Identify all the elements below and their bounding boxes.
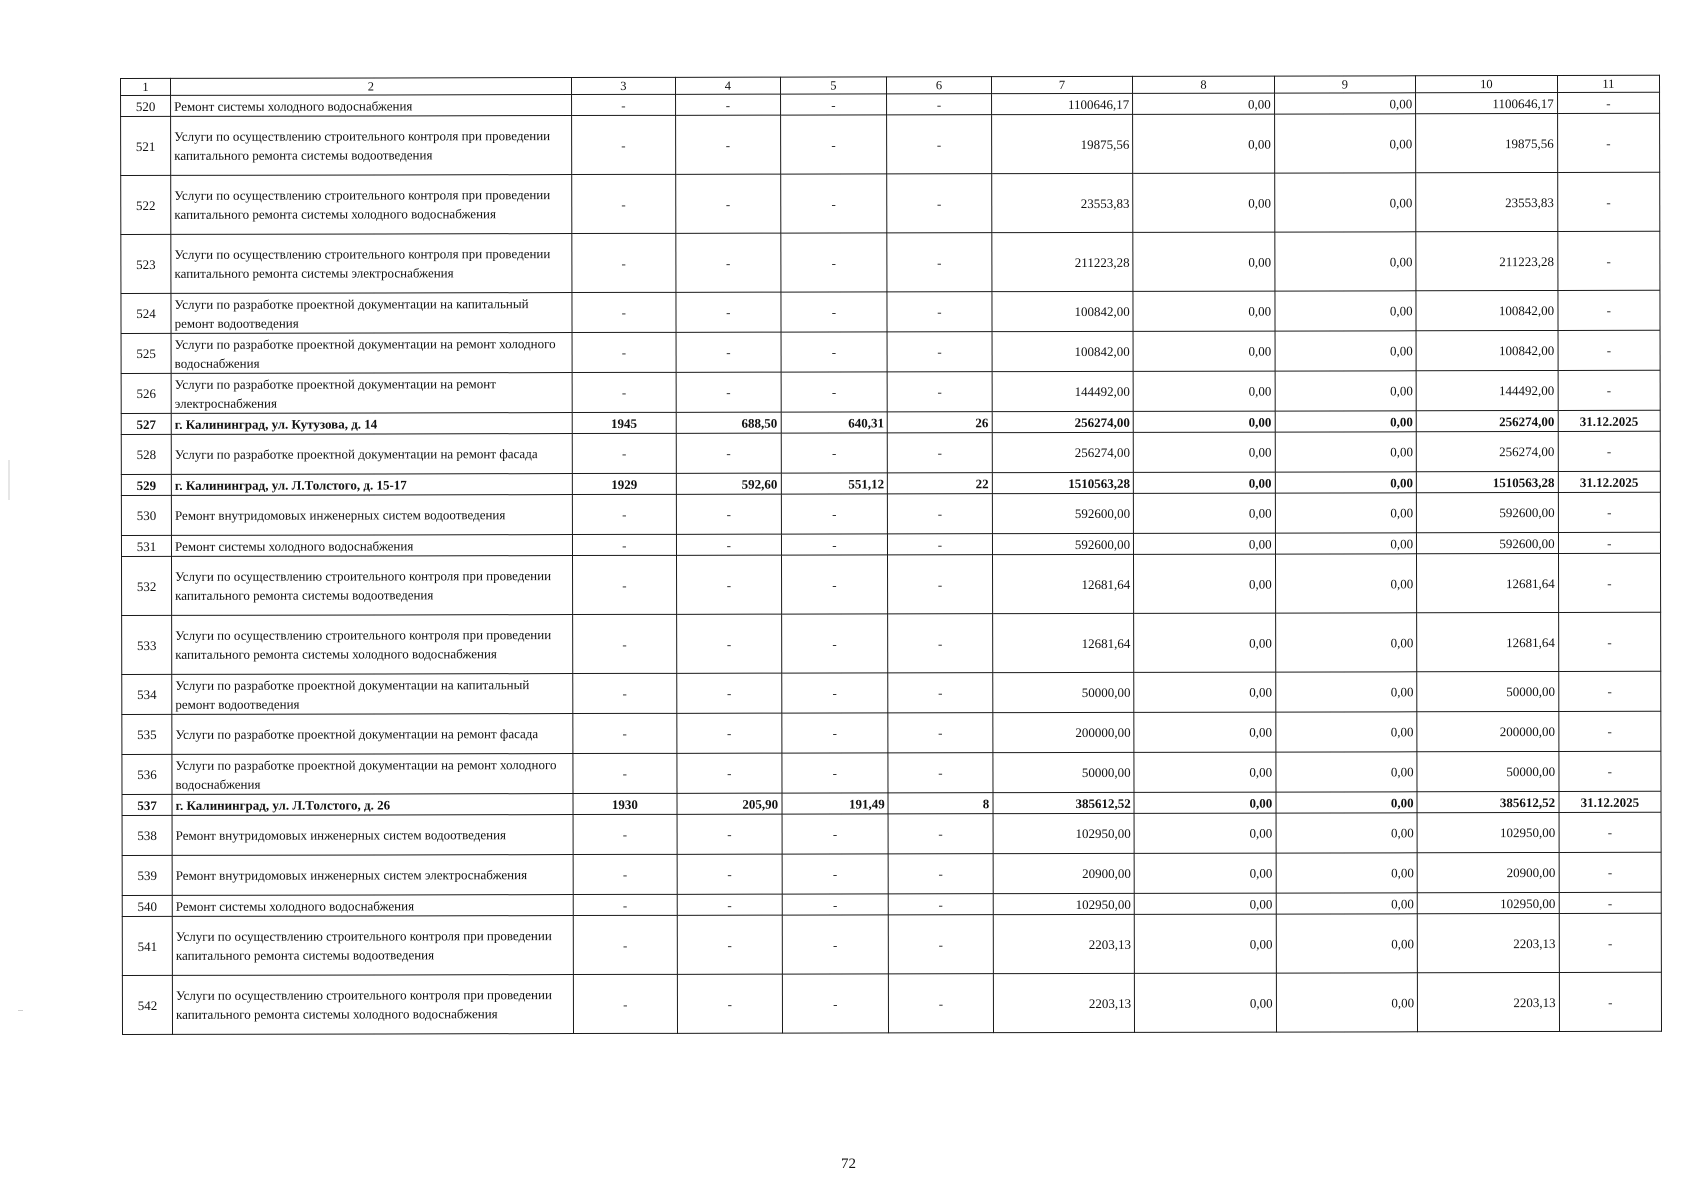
residents-count-cell: - (888, 555, 993, 614)
fund-cost-cell: 0,00 (1133, 411, 1275, 432)
owner-cost-cell: 100842,00 (1416, 330, 1558, 370)
deadline-cell: - (1559, 892, 1661, 913)
work-description-cell: Ремонт системы холодного водоснабжения (172, 895, 573, 917)
work-description-cell: Услуги по осуществлению строительного контроля при проведении капитального ремонта системы водоотведения (172, 556, 573, 616)
total-area-cell: - (676, 372, 781, 412)
work-description-cell: Ремонт системы холодного водоснабжения (171, 95, 572, 117)
residents-count-cell: - (887, 292, 992, 332)
work-description-cell: Услуги по разработке проектной документации на ремонт холодного водоснабжения (171, 333, 572, 374)
table-row (121, 431, 1660, 474)
fund-cost-cell: 0,00 (1134, 853, 1276, 893)
work-description-cell: г. Калининград, ул. Кутузова, д. 14 (171, 413, 572, 435)
total-cost-cell: 256274,00 (992, 432, 1134, 472)
work-description-cell: Ремонт внутридомовых инженерных систем водоотведения (172, 815, 573, 856)
total-area-cell: - (677, 614, 782, 673)
row-number-cell: 530 (121, 495, 171, 535)
table-row (121, 290, 1660, 333)
budget-cost-cell: 0,00 (1275, 554, 1417, 613)
work-description-cell: Услуги по осуществлению строительного контроля при проведении капитального ремонта системы водоотведения (172, 916, 573, 976)
table-row (122, 612, 1661, 674)
column-number: 1 (121, 78, 171, 95)
residential-area-cell: - (781, 494, 888, 534)
owner-cost-cell: 50000,00 (1417, 751, 1559, 791)
deadline-cell: 31.12.2025 (1558, 410, 1660, 431)
owner-cost-cell: 2203,13 (1417, 913, 1559, 972)
total-area-cell: - (677, 814, 782, 854)
budget-cost-cell: 0,00 (1275, 533, 1417, 554)
residential-area-cell: - (781, 555, 888, 614)
row-number-cell: 532 (122, 556, 172, 615)
budget-cost-cell: 0,00 (1276, 973, 1418, 1032)
deadline-cell: - (1558, 492, 1660, 532)
total-cost-cell: 100842,00 (992, 331, 1134, 371)
budget-cost-cell: 0,00 (1275, 432, 1417, 472)
build-year-cell: - (572, 534, 677, 555)
row-number-cell: 528 (121, 434, 171, 474)
work-description-cell: Услуги по осуществлению строительного контроля при проведении капитального ремонта системы холодного водоснабжения (172, 975, 573, 1035)
row-number-cell: 535 (122, 714, 172, 754)
residential-area-cell: - (781, 713, 888, 753)
total-cost-cell: 100842,00 (992, 291, 1134, 331)
work-description-cell: Услуги по осуществлению строительного контроля при проведении капитального ремонта системы холодного водоснабжения (172, 615, 573, 675)
table-row (121, 370, 1660, 413)
build-year-cell: 1945 (572, 412, 677, 433)
total-cost-cell: 2203,13 (993, 914, 1135, 973)
fund-cost-cell: 0,00 (1133, 331, 1275, 371)
fund-cost-cell: 0,00 (1133, 114, 1275, 173)
residents-count-cell: - (887, 433, 992, 473)
table-row (121, 492, 1660, 535)
build-year-cell: - (573, 814, 678, 854)
row-number-cell: 531 (121, 535, 171, 556)
owner-cost-cell: 144492,00 (1416, 370, 1558, 410)
budget-cost-cell: 0,00 (1274, 232, 1416, 291)
total-cost-cell: 1100646,17 (991, 93, 1133, 114)
residents-count-cell: - (887, 372, 992, 412)
total-area-cell: - (676, 292, 781, 332)
row-number-cell: 520 (121, 95, 171, 116)
deadline-cell: - (1558, 711, 1660, 751)
build-year-cell: - (572, 614, 677, 673)
fund-cost-cell: 0,00 (1134, 554, 1276, 613)
total-cost-cell: 102950,00 (993, 893, 1135, 914)
total-cost-cell: 20900,00 (993, 853, 1135, 893)
row-number-cell: 527 (121, 413, 171, 434)
total-area-cell: - (677, 534, 782, 555)
deadline-cell: - (1559, 812, 1661, 852)
owner-cost-cell: 200000,00 (1417, 711, 1559, 751)
residential-area-cell: - (782, 854, 889, 894)
fund-cost-cell: 0,00 (1133, 432, 1275, 472)
work-description-cell: Услуги по осуществлению строительного контроля при проведении капитального ремонта системы электроснабжения (171, 234, 572, 294)
budget-cost-cell: 0,00 (1275, 371, 1417, 411)
residents-count-cell: - (888, 915, 993, 974)
total-cost-cell: 256274,00 (992, 411, 1134, 432)
deadline-cell: - (1559, 751, 1661, 791)
deadline-cell: - (1558, 431, 1660, 471)
table-row (122, 711, 1661, 754)
residents-count-cell: 26 (887, 412, 992, 433)
page-number: 72 (841, 1156, 856, 1172)
build-year-cell: - (572, 332, 677, 372)
budget-cost-cell: 0,00 (1276, 813, 1418, 853)
total-area-cell: - (677, 894, 782, 915)
total-area-cell: - (677, 673, 782, 713)
build-year-cell: - (573, 854, 678, 894)
deadline-cell: - (1559, 852, 1661, 892)
owner-cost-cell: 592600,00 (1417, 492, 1559, 532)
owner-cost-cell: 100842,00 (1416, 290, 1558, 330)
table-row (121, 231, 1660, 293)
row-number-cell: 529 (121, 474, 171, 495)
work-description-cell: Услуги по разработке проектной документации на ремонт электроснабжения (171, 373, 572, 414)
total-cost-cell: 19875,56 (991, 114, 1133, 173)
residents-count-cell: - (888, 534, 993, 555)
budget-cost-cell: 0,00 (1276, 752, 1418, 792)
table-row (122, 913, 1661, 975)
fund-cost-cell: 0,00 (1134, 493, 1276, 533)
total-cost-cell: 12681,64 (992, 554, 1134, 613)
residents-count-cell: - (888, 614, 993, 673)
owner-cost-cell: 12681,64 (1417, 553, 1559, 612)
deadline-cell: - (1557, 231, 1659, 290)
row-number-cell: 538 (122, 815, 172, 855)
column-number: 7 (991, 76, 1133, 93)
total-cost-cell: 592600,00 (992, 493, 1134, 533)
owner-cost-cell: 1510563,28 (1416, 471, 1558, 492)
total-area-cell: - (676, 115, 781, 174)
total-area-cell: - (677, 915, 782, 974)
row-number-cell: 525 (121, 333, 171, 373)
row-number-cell: 523 (121, 234, 171, 293)
fund-cost-cell: 0,00 (1134, 613, 1276, 672)
budget-cost-cell: 0,00 (1275, 472, 1417, 493)
total-area-cell: 688,50 (676, 412, 781, 433)
residential-area-cell: - (780, 94, 887, 115)
build-year-cell: - (572, 292, 677, 332)
total-area-cell: - (676, 233, 781, 292)
total-area-cell: - (676, 332, 781, 372)
residential-area-cell: - (780, 115, 887, 174)
total-area-cell: 205,90 (677, 793, 782, 814)
row-number-cell: 521 (121, 116, 171, 175)
build-year-cell: - (572, 494, 677, 534)
build-year-cell: 1929 (572, 473, 677, 494)
column-number: 8 (1133, 76, 1275, 93)
build-year-cell: - (571, 174, 676, 233)
total-cost-cell: 50000,00 (993, 752, 1135, 792)
residents-count-cell: - (888, 494, 993, 534)
residential-area-cell: - (782, 894, 889, 915)
residents-count-cell: - (887, 115, 992, 174)
work-description-cell: г. Калининград, ул. Л.Толстого, д. 26 (172, 794, 573, 816)
build-year-cell: - (572, 433, 677, 473)
residential-area-cell: 640,31 (781, 412, 888, 433)
budget-cost-cell: 0,00 (1276, 712, 1418, 752)
residents-count-cell: - (888, 894, 993, 915)
total-cost-cell: 102950,00 (993, 813, 1135, 853)
residents-count-cell: - (888, 713, 993, 753)
column-number: 5 (780, 77, 887, 94)
residential-area-cell: - (781, 292, 888, 332)
residents-count-cell: - (888, 753, 993, 793)
total-cost-cell: 23553,83 (991, 173, 1133, 232)
fund-cost-cell: 0,00 (1134, 792, 1276, 813)
fund-cost-cell: 0,00 (1134, 893, 1276, 914)
budget-cost-cell: 0,00 (1276, 792, 1418, 813)
residential-area-cell: - (780, 174, 887, 233)
residents-count-cell: - (887, 174, 992, 233)
row-number-cell: 537 (122, 794, 172, 815)
build-year-cell: - (572, 713, 677, 753)
total-area-cell: 592,60 (676, 473, 781, 494)
table-row (121, 172, 1660, 234)
row-number-cell: 534 (122, 674, 172, 714)
build-year-cell: - (573, 915, 678, 974)
deadline-cell: - (1559, 972, 1661, 1031)
deadline-cell: - (1558, 290, 1660, 330)
total-cost-cell: 12681,64 (992, 613, 1134, 672)
work-description-cell: Ремонт системы холодного водоснабжения (172, 535, 573, 557)
owner-cost-cell: 385612,52 (1417, 791, 1559, 812)
table-row (122, 972, 1661, 1034)
deadline-cell: - (1557, 113, 1659, 172)
work-description-cell: Услуги по осуществлению строительного контроля при проведении капитального ремонта системы водоотведения (171, 116, 572, 176)
deadline-cell: - (1559, 913, 1661, 972)
table-row (122, 812, 1661, 855)
row-number-cell: 524 (121, 293, 171, 333)
build-year-cell: - (573, 753, 678, 793)
row-number-cell: 533 (122, 615, 172, 674)
total-cost-cell: 144492,00 (992, 371, 1134, 411)
owner-cost-cell: 20900,00 (1417, 852, 1559, 892)
build-year-cell: - (573, 974, 678, 1033)
residential-area-cell: - (780, 233, 887, 292)
total-cost-cell: 211223,28 (992, 232, 1134, 291)
table-row (121, 330, 1660, 373)
column-number: 9 (1274, 76, 1416, 93)
fund-cost-cell: 0,00 (1133, 232, 1275, 291)
scan-artifact (18, 1010, 23, 1011)
total-cost-cell: 592600,00 (992, 533, 1134, 554)
table-row (122, 553, 1661, 615)
deadline-cell: - (1557, 172, 1659, 231)
fund-cost-cell: 0,00 (1133, 371, 1275, 411)
budget-cost-cell: 0,00 (1275, 613, 1417, 672)
budget-cost-cell: 0,00 (1276, 893, 1418, 914)
budget-cost-cell: 0,00 (1274, 93, 1416, 114)
owner-cost-cell: 2203,13 (1418, 972, 1560, 1031)
owner-cost-cell: 211223,28 (1416, 231, 1558, 290)
fund-cost-cell: 0,00 (1134, 752, 1276, 792)
owner-cost-cell: 256274,00 (1416, 410, 1558, 431)
residential-area-cell: - (781, 534, 888, 555)
residential-area-cell: - (781, 614, 888, 673)
work-description-cell: Услуги по разработке проектной документации на ремонт фасада (171, 434, 572, 475)
table-body (121, 75, 1662, 1034)
total-area-cell: - (677, 854, 782, 894)
budget-cost-cell: 0,00 (1275, 331, 1417, 371)
budget-cost-cell: 0,00 (1274, 173, 1416, 232)
work-description-cell: г. Калининград, ул. Л.Толстого, д. 15-17 (171, 474, 572, 496)
owner-cost-cell: 19875,56 (1416, 113, 1558, 172)
work-description-cell: Услуги по разработке проектной документации на ремонт фасада (172, 714, 573, 755)
build-year-cell: - (572, 372, 677, 412)
fund-cost-cell: 0,00 (1133, 173, 1275, 232)
residential-area-cell: - (781, 753, 888, 793)
budget-cost-cell: 0,00 (1276, 914, 1418, 973)
deadline-cell: - (1558, 370, 1660, 410)
budget-cost-cell: 0,00 (1276, 853, 1418, 893)
row-number-cell: 536 (122, 754, 172, 794)
deadline-cell: - (1558, 671, 1660, 711)
total-cost-cell: 2203,13 (993, 973, 1135, 1032)
deadline-cell: - (1558, 553, 1660, 612)
fund-cost-cell: 0,00 (1134, 533, 1276, 554)
total-area-cell: - (677, 974, 782, 1033)
capital-repair-table (120, 75, 1662, 1035)
residential-area-cell: 191,49 (782, 793, 889, 814)
work-description-cell: Ремонт внутридомовых инженерных систем электроснабжения (172, 855, 573, 896)
budget-cost-cell: 0,00 (1275, 411, 1417, 432)
total-area-cell: - (676, 433, 781, 473)
row-number-cell: 526 (121, 373, 171, 413)
deadline-cell: 31.12.2025 (1559, 791, 1661, 812)
total-area-cell: - (676, 494, 781, 534)
residential-area-cell: - (781, 332, 888, 372)
table-row (122, 852, 1661, 895)
total-cost-cell: 1510563,28 (992, 472, 1134, 493)
total-cost-cell: 50000,00 (992, 672, 1134, 712)
residents-count-cell: - (887, 94, 992, 115)
deadline-cell: - (1558, 532, 1660, 553)
deadline-cell: - (1558, 612, 1660, 671)
budget-cost-cell: 0,00 (1275, 493, 1417, 533)
work-description-cell: Услуги по разработке проектной документации на капитальный ремонт водоотведения (172, 674, 573, 715)
table-row (122, 671, 1661, 714)
column-number: 4 (676, 77, 781, 94)
document-sheet (120, 75, 1662, 1035)
column-number: 10 (1416, 75, 1558, 92)
residents-count-cell: - (887, 233, 992, 292)
owner-cost-cell: 12681,64 (1417, 612, 1559, 671)
row-number-cell: 539 (122, 855, 172, 895)
residential-area-cell: - (781, 673, 888, 713)
budget-cost-cell: 0,00 (1274, 114, 1416, 173)
deadline-cell: - (1557, 92, 1659, 113)
owner-cost-cell: 1100646,17 (1416, 92, 1558, 113)
fund-cost-cell: 0,00 (1133, 291, 1275, 331)
owner-cost-cell: 256274,00 (1416, 431, 1558, 471)
owner-cost-cell: 592600,00 (1417, 532, 1559, 553)
table-row (122, 751, 1661, 794)
row-number-cell: 540 (122, 895, 172, 916)
fund-cost-cell: 0,00 (1134, 472, 1276, 493)
build-year-cell: - (573, 894, 678, 915)
residential-area-cell: - (781, 433, 888, 473)
column-number: 11 (1557, 75, 1659, 92)
residents-count-cell: - (889, 974, 994, 1033)
build-year-cell: - (572, 555, 677, 614)
owner-cost-cell: 23553,83 (1416, 172, 1558, 231)
owner-cost-cell: 102950,00 (1417, 812, 1559, 852)
work-description-cell: Услуги по разработке проектной документации на капитальный ремонт водоотведения (171, 293, 572, 334)
residential-area-cell: - (782, 814, 889, 854)
owner-cost-cell: 50000,00 (1417, 671, 1559, 711)
residential-area-cell: - (781, 372, 888, 412)
build-year-cell: - (572, 673, 677, 713)
fund-cost-cell: 0,00 (1134, 813, 1276, 853)
residential-area-cell: 551,12 (781, 473, 888, 494)
residential-area-cell: - (782, 974, 889, 1033)
residential-area-cell: - (782, 915, 889, 974)
column-number: 2 (171, 78, 572, 96)
total-cost-cell: 385612,52 (993, 792, 1135, 813)
table-row (121, 113, 1660, 175)
owner-cost-cell: 102950,00 (1417, 892, 1559, 913)
row-number-cell: 542 (122, 975, 172, 1034)
fund-cost-cell: 0,00 (1134, 712, 1276, 752)
total-area-cell: - (677, 555, 782, 614)
fund-cost-cell: 0,00 (1134, 914, 1276, 973)
scan-artifact (8, 460, 10, 500)
total-area-cell: - (677, 753, 782, 793)
fund-cost-cell: 0,00 (1133, 93, 1275, 114)
budget-cost-cell: 0,00 (1275, 672, 1417, 712)
column-number: 6 (887, 77, 992, 94)
deadline-cell: 31.12.2025 (1558, 471, 1660, 492)
residents-count-cell: 22 (888, 473, 993, 494)
fund-cost-cell: 0,00 (1134, 672, 1276, 712)
build-year-cell: 1930 (573, 793, 678, 814)
row-number-cell: 541 (122, 916, 172, 975)
build-year-cell: - (571, 233, 676, 292)
fund-cost-cell: 0,00 (1135, 973, 1277, 1032)
deadline-cell: - (1558, 330, 1660, 370)
residents-count-cell: - (888, 673, 993, 713)
total-area-cell: - (676, 174, 781, 233)
total-cost-cell: 200000,00 (993, 712, 1135, 752)
residents-count-cell: - (888, 854, 993, 894)
build-year-cell: - (571, 94, 676, 115)
row-number-cell: 522 (121, 175, 171, 234)
work-description-cell: Услуги по разработке проектной документации на ремонт холодного водоснабжения (172, 754, 573, 795)
build-year-cell: - (571, 115, 676, 174)
residents-count-cell: - (888, 814, 993, 854)
total-area-cell: - (676, 94, 781, 115)
residents-count-cell: - (887, 332, 992, 372)
work-description-cell: Ремонт внутридомовых инженерных систем водоотведения (171, 495, 572, 536)
budget-cost-cell: 0,00 (1275, 291, 1417, 331)
column-number: 3 (571, 77, 676, 94)
total-area-cell: - (677, 713, 782, 753)
residents-count-cell: 8 (888, 793, 993, 814)
work-description-cell: Услуги по осуществлению строительного контроля при проведении капитального ремонта системы холодного водоснабжения (171, 175, 572, 235)
